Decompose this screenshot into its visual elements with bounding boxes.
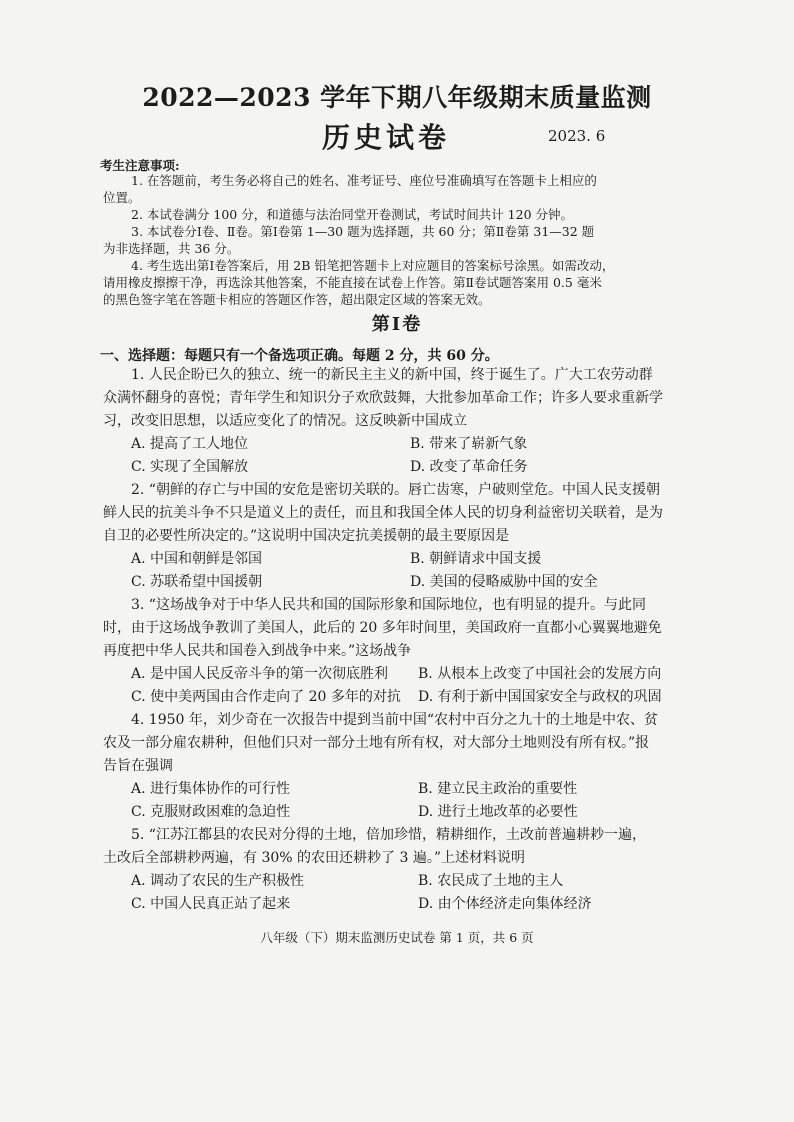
question-1-option-c: C. 实现了全国解放 <box>131 459 249 475</box>
question-3-option-b: B. 从根本上改变了中国社会的发展方向 <box>418 666 662 682</box>
question-3-line: 3. “这场战争对于中华人民共和国的国际形象和国际地位，也有明显的提升。与此同 <box>131 597 646 613</box>
notes-title: 考生注意事项: <box>100 158 180 173</box>
question-1-line: 众满怀翻身的喜悦；青年学生和知识分子欢欣鼓舞，大批参加革命工作；许多人要求重新学 <box>103 390 663 406</box>
question-4-line: 告旨在强调 <box>103 758 173 774</box>
question-4-option-b: B. 建立民主政治的重要性 <box>418 781 578 797</box>
exam-subject: 历史试卷 <box>322 121 451 154</box>
question-3-line: 时，由于这场战争教训了美国人，此后的 20 多年时间里，美国政府一直都小心翼翼地避免 <box>103 620 662 636</box>
note-line: 请用橡皮擦擦干净，再选涂其他答案，不能直接在试卷上作答。第Ⅱ卷试题答案用 0.5 毫米 <box>103 275 602 290</box>
note-line: 1. 在答题前，考生务必将自己的姓名、准考证号、座位号准确填写在答题卡上相应的 <box>131 173 597 188</box>
question-4-line: 4. 1950 年，刘少奇在一次报告中提到当前中国“农村中百分之九十的土地是中农、贫 <box>131 712 659 728</box>
question-2-line: 鲜人民的抗美斗争不只是道义上的责任，而且和我国全体人民的切身利益密切关联着，是为 <box>103 505 663 521</box>
question-1-line: 习，改变旧思想，以适应变化了的情况。这反映新中国成立 <box>103 413 467 429</box>
note-line: 3. 本试卷分Ⅰ卷、Ⅱ卷。第Ⅰ卷第 1—30 题为选择题，共 60 分；第Ⅱ卷第 31—32 题 <box>131 224 595 239</box>
question-3-option-a: A. 是中国人民反帝斗争的第一次彻底胜利 <box>131 666 389 682</box>
question-3-line: 再度把中华人民共和国卷入到战争中来。”这场战争 <box>103 643 412 659</box>
note-line: 4. 考生选出第Ⅰ卷答案后，用 2B 铅笔把答题卡上对应题目的答案标号涂黑。如需改动， <box>131 258 615 273</box>
note-line: 为非选择题，共 36 分。 <box>103 241 240 256</box>
part-heading: 一、选择题：每题只有一个备选项正确。每题 2 分，共 60 分。 <box>100 348 499 364</box>
question-1-option-a: A. 提高了工人地位 <box>131 436 249 452</box>
question-5-option-a: A. 调动了农民的生产积极性 <box>131 873 305 889</box>
question-4-option-d: D. 进行土地改革的必要性 <box>418 804 578 820</box>
question-4-option-c: C. 克服财政困难的急迫性 <box>131 804 291 820</box>
question-2-option-d: D. 美国的侵略威胁中国的安全 <box>410 574 598 590</box>
question-5-line: 土改后全部耕耖两遍，有 30% 的农田还耕耖了 3 遍。”上述材料说明 <box>103 850 525 866</box>
question-5-option-c: C. 中国人民真正站了起来 <box>131 896 291 912</box>
question-1-option-d: D. 改变了革命任务 <box>410 459 528 475</box>
question-5-option-b: B. 农民成了土地的主人 <box>418 873 564 889</box>
question-4-line: 农及一部分雇农耕种，但他们只对一部分土地有所有权，对大部分土地则没有所有权。”报 <box>103 735 650 751</box>
question-1-option-b: B. 带来了崭新气象 <box>410 436 528 452</box>
question-5-option-d: D. 由个体经济走向集体经济 <box>418 896 592 912</box>
exam-title: 2022—2023 学年下期八年级期末质量监测 <box>142 83 652 112</box>
question-2-option-a: A. 中国和朝鲜是邻国 <box>131 551 263 567</box>
question-2-option-c: C. 苏联希望中国援朝 <box>131 574 263 590</box>
question-3-option-c: C. 使中美两国由合作走向了 20 多年的对抗 <box>131 689 401 705</box>
question-2-line: 自卫的必要性所决定的。”这说明中国决定抗美援朝的最主要原因是 <box>103 528 510 544</box>
question-3-option-d: D. 有利于新中国国家安全与政权的巩固 <box>418 689 662 705</box>
exam-date: 2023. 6 <box>548 127 606 145</box>
section-title: 第Ⅰ卷 <box>371 314 423 335</box>
note-line: 2. 本试卷满分 100 分，和道德与法治同堂开卷测试，考试时间共计 120 分钟。 <box>131 207 574 222</box>
question-4-option-a: A. 进行集体协作的可行性 <box>131 781 291 797</box>
question-2-line: 2. “朝鲜的存亡与中国的安危是密切关联的。唇亡齿寒，户破则堂危。中国人民支援朝 <box>131 482 660 498</box>
page-footer: 八年级（下）期末监测历史试卷 第 1 页，共 6 页 <box>260 930 534 945</box>
question-5-line: 5. “江苏江都县的农民对分得的土地，倍加珍惜，精耕细作，土改前普遍耕耖一遍， <box>131 827 646 843</box>
question-1-line: 1. 人民企盼已久的独立、统一的新民主主义的新中国，终于诞生了。广大工农劳动群 <box>131 367 653 383</box>
note-line: 位置。 <box>103 190 141 205</box>
question-2-option-b: B. 朝鲜请求中国支援 <box>410 551 542 567</box>
note-line: 的黑色签字笔在答题卡相应的答题区作答，超出限定区域的答案无效。 <box>103 292 491 307</box>
